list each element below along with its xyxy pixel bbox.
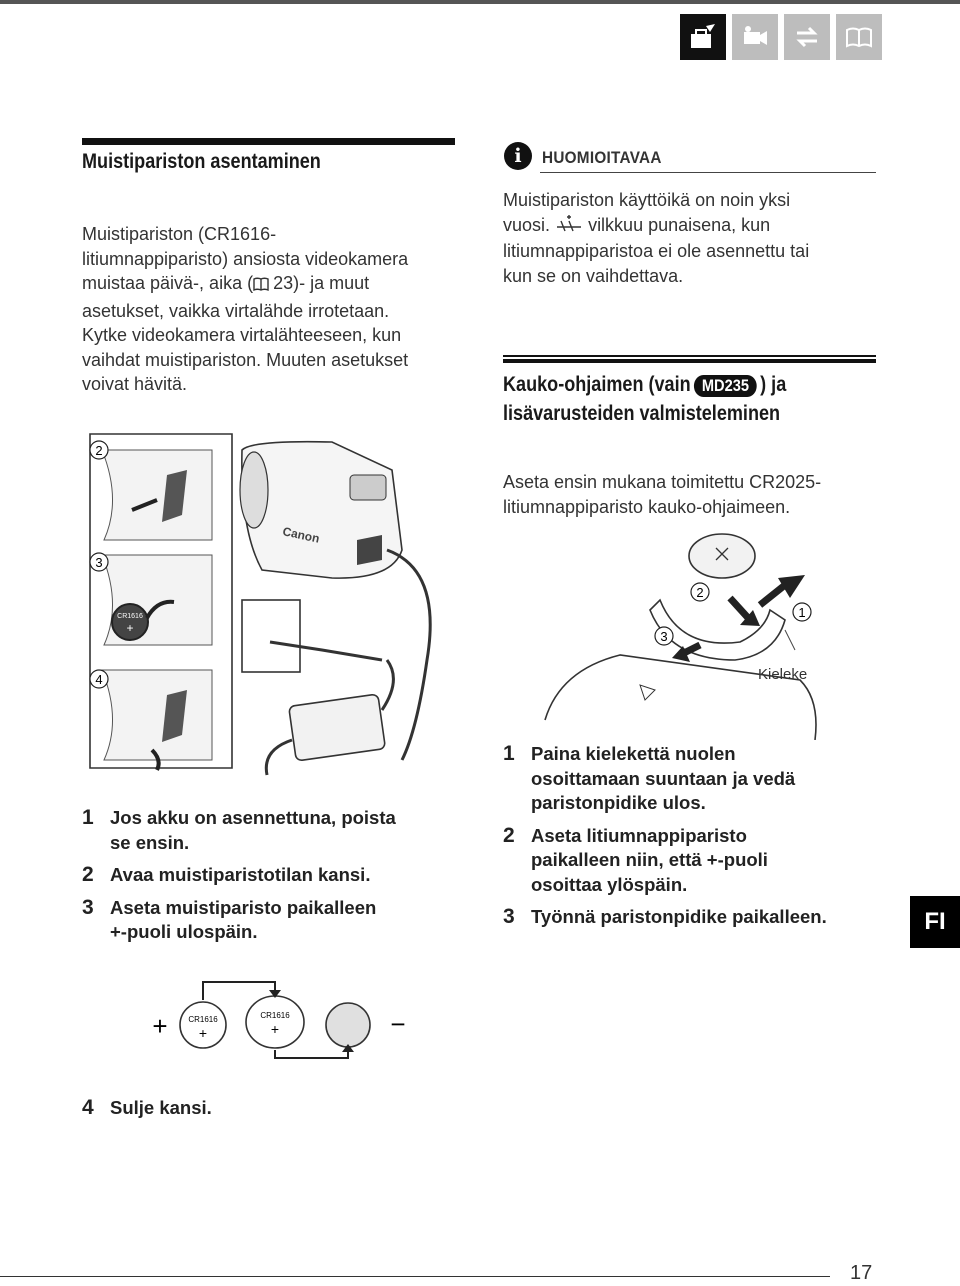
left-section-rule [82,138,455,145]
note-rule [540,172,876,173]
step3-inset [90,553,212,645]
svg-text:+: + [126,621,134,635]
figure-marker-text: 3 [660,629,668,644]
battery-warning-icon [555,215,583,240]
intro-line: voivat hävitä. [82,374,188,394]
top-rule [0,0,960,4]
intro-line: asetukset, vaikka virtalähde irrotetaan. [82,300,390,321]
step4-inset [90,670,212,770]
book-ref-icon [253,274,269,299]
plus-sign: + [152,1011,168,1041]
step-item: 2 Aseta litiumnappiparisto paikalleen niin, että +-puoli osoittaa ylöspäin. [503,823,768,895]
toolbox-icon[interactable] [680,14,726,60]
step-item: 3 Työnnä paristonpidike paikalleen. [503,905,827,928]
left-steps [82,806,462,945]
right-section-title: Kauko-ohjaimen (vain MD235 ) ja lisävarusteiden valmisteleminen [503,373,787,425]
memory-battery-figure [82,430,482,790]
tab-callout: Kieleke [758,666,808,683]
right-section-rule-thin [503,355,876,357]
step-item: 1 Jos akku on asennettuna, poista se ensin. [82,806,396,853]
remote-battery-figure [520,530,840,740]
svg-text:+: + [270,1021,280,1037]
bottom-rule [0,1276,830,1277]
svg-text:CR1616: CR1616 [117,613,143,620]
info-icon: i [504,142,532,170]
page-number: 17 [850,1262,873,1284]
figure-marker-text: 2 [696,585,704,600]
model-badge: MD235 [694,375,757,397]
camcorder-drawing [240,442,402,578]
intro-line: Kytke videokamera virtalähteeseen, kun [82,325,402,345]
figure-marker-text: 2 [95,443,103,458]
polarity-figure [140,970,430,1060]
intro-line: vaihdat muistipariston. Muuten asetukset [82,349,409,370]
right-section-rule [503,359,876,363]
figure-marker-text: 4 [95,672,103,687]
intro-line: litiumnappiparisto) ansiosta videokamera [82,248,409,269]
camcorder-icon[interactable] [732,14,778,60]
transfer-arrows-icon[interactable] [784,14,830,60]
wall-socket-icon [242,600,300,672]
step-item: 4 Sulje kansi. [82,1096,212,1119]
brand-label: Canon [281,524,321,546]
figure-marker-text: 1 [798,605,806,620]
svg-text:CR1616: CR1616 [188,1015,218,1024]
note-text: Muistipariston käyttöikä on noin yksi vuosi. vilkkuu punaisena, kun litiumnappiparistoa ei ole asennettu tai kun se on vaihdettava. [503,190,810,286]
note-heading: HUOMIOITAVAA [542,148,662,167]
step-item: 3 Aseta muistiparisto paikalleen +-puoli ulospäin. [82,895,377,942]
right-steps [503,742,903,930]
step2-inset [90,441,212,540]
language-tab[interactable]: FI [910,896,960,948]
coin-battery-icon [689,534,755,578]
svg-text:CR1616: CR1616 [260,1011,290,1020]
step-item: 1 Paina kielekettä nuolen osoittamaan suuntaan ja vedä paristonpidike ulos. [503,742,796,813]
section-nav [680,14,882,60]
figure-marker-text: 3 [95,555,103,570]
left-section-title: Muistipariston asentaminen [82,150,321,173]
coin-battery-back-icon [326,1003,370,1047]
step-item: 2 Avaa muistiparistotilan kansi. [82,863,371,886]
right-intro: Aseta ensin mukana toimitettu CR2025- litiumnappiparisto kauko-ohjaimeen. [503,472,822,517]
minus-sign: − [390,1009,406,1039]
book-icon[interactable] [836,14,882,60]
intro-line: Muistipariston (CR1616- [82,224,277,244]
left-intro [82,222,462,397]
svg-text:+: + [198,1025,208,1041]
power-adapter-icon [289,694,386,761]
intro-line: muistaa päivä-, aika ( 23)- ja muut [82,271,462,299]
